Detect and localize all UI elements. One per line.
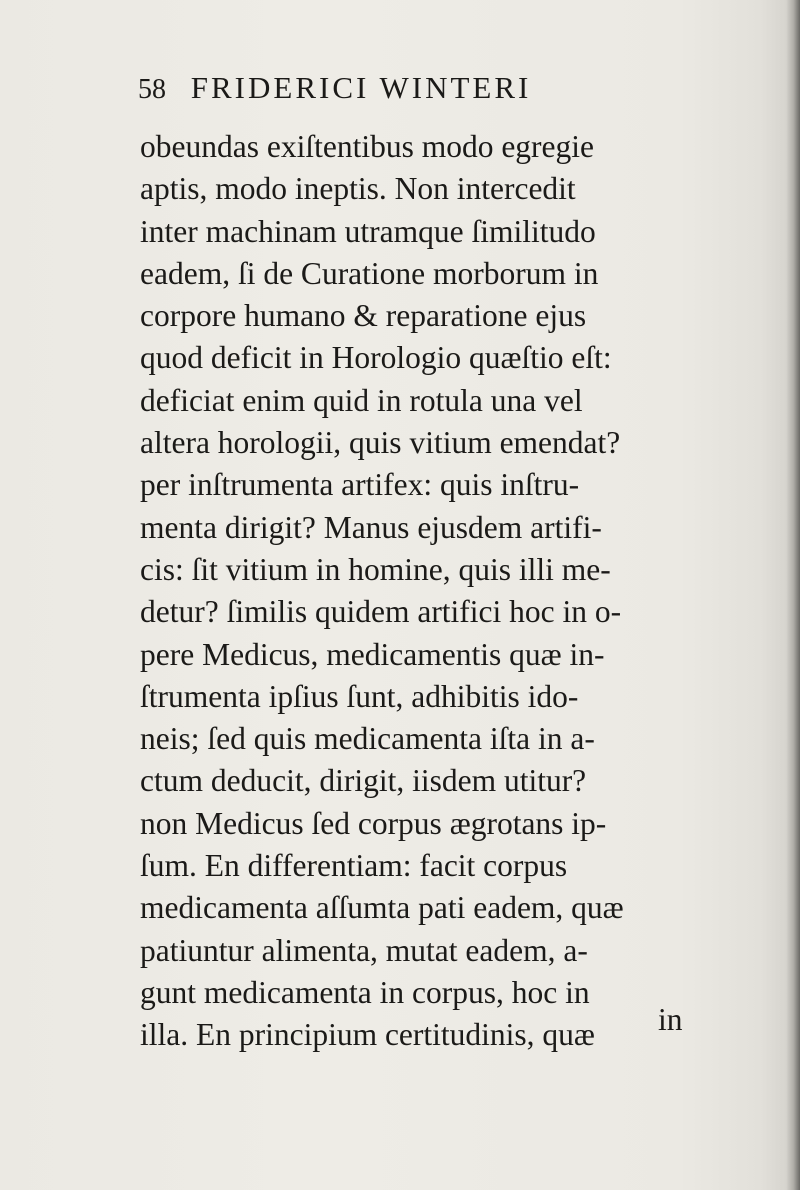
text-line: inter machinam utramque ſimilitudo — [140, 213, 596, 249]
text-line: quod deficit in Horologio quæſtio eſt: — [140, 340, 612, 376]
text-line: cis: ſit vitium in homine, quis illi me- — [140, 551, 611, 587]
text-line: ſum. En differentiam: facit corpus — [140, 848, 568, 884]
text-line: aptis, modo ineptis. Non intercedit — [140, 171, 576, 207]
page-number: 58 — [138, 74, 166, 105]
page-edge-shadow — [786, 0, 800, 1190]
text-line: neis; ſed quis medicamenta iſta in a- — [140, 721, 595, 757]
running-title: FRIDERICI WINTERI — [190, 70, 532, 105]
text-line: eadem, ſi de Curatione morborum in — [140, 255, 599, 291]
text-line: deficiat enim quid in rotula una vel — [140, 382, 583, 418]
text-line: per inſtrumenta artifex: quis inſtru- — [140, 467, 580, 503]
text-line: obeundas exiſtentibus modo egregie — [140, 129, 595, 164]
running-head — [138, 70, 698, 114]
text-line: corpore humano & reparatione ejus — [140, 298, 587, 334]
text-line: detur? ſimilis quidem artifici hoc in o- — [140, 594, 622, 630]
catchword: in — [658, 1002, 683, 1037]
text-line: menta dirigit? Manus ejusdem artifi- — [140, 509, 602, 545]
text-block — [140, 126, 740, 1057]
text-line: altera horologii, quis vitium emendat? — [140, 425, 621, 461]
text-line: non Medicus ſed corpus ægrotans ip- — [140, 805, 607, 841]
text-line: gunt medicamenta in corpus, hoc in — [140, 974, 590, 1010]
text-line: medicamenta aſſumta pati eadem, quæ — [140, 890, 624, 926]
text-line: ctum deducit, dirigit, iisdem utitur? — [140, 763, 587, 799]
text-line: pere Medicus, medicamentis quæ in- — [140, 636, 605, 672]
text-line: illa. En principium certitudinis, quæ — [140, 1017, 595, 1053]
text-line: ſtrumenta ipſius ſunt, adhibitis ido- — [140, 678, 579, 714]
text-line: patiuntur alimenta, mutat eadem, a- — [140, 932, 588, 968]
